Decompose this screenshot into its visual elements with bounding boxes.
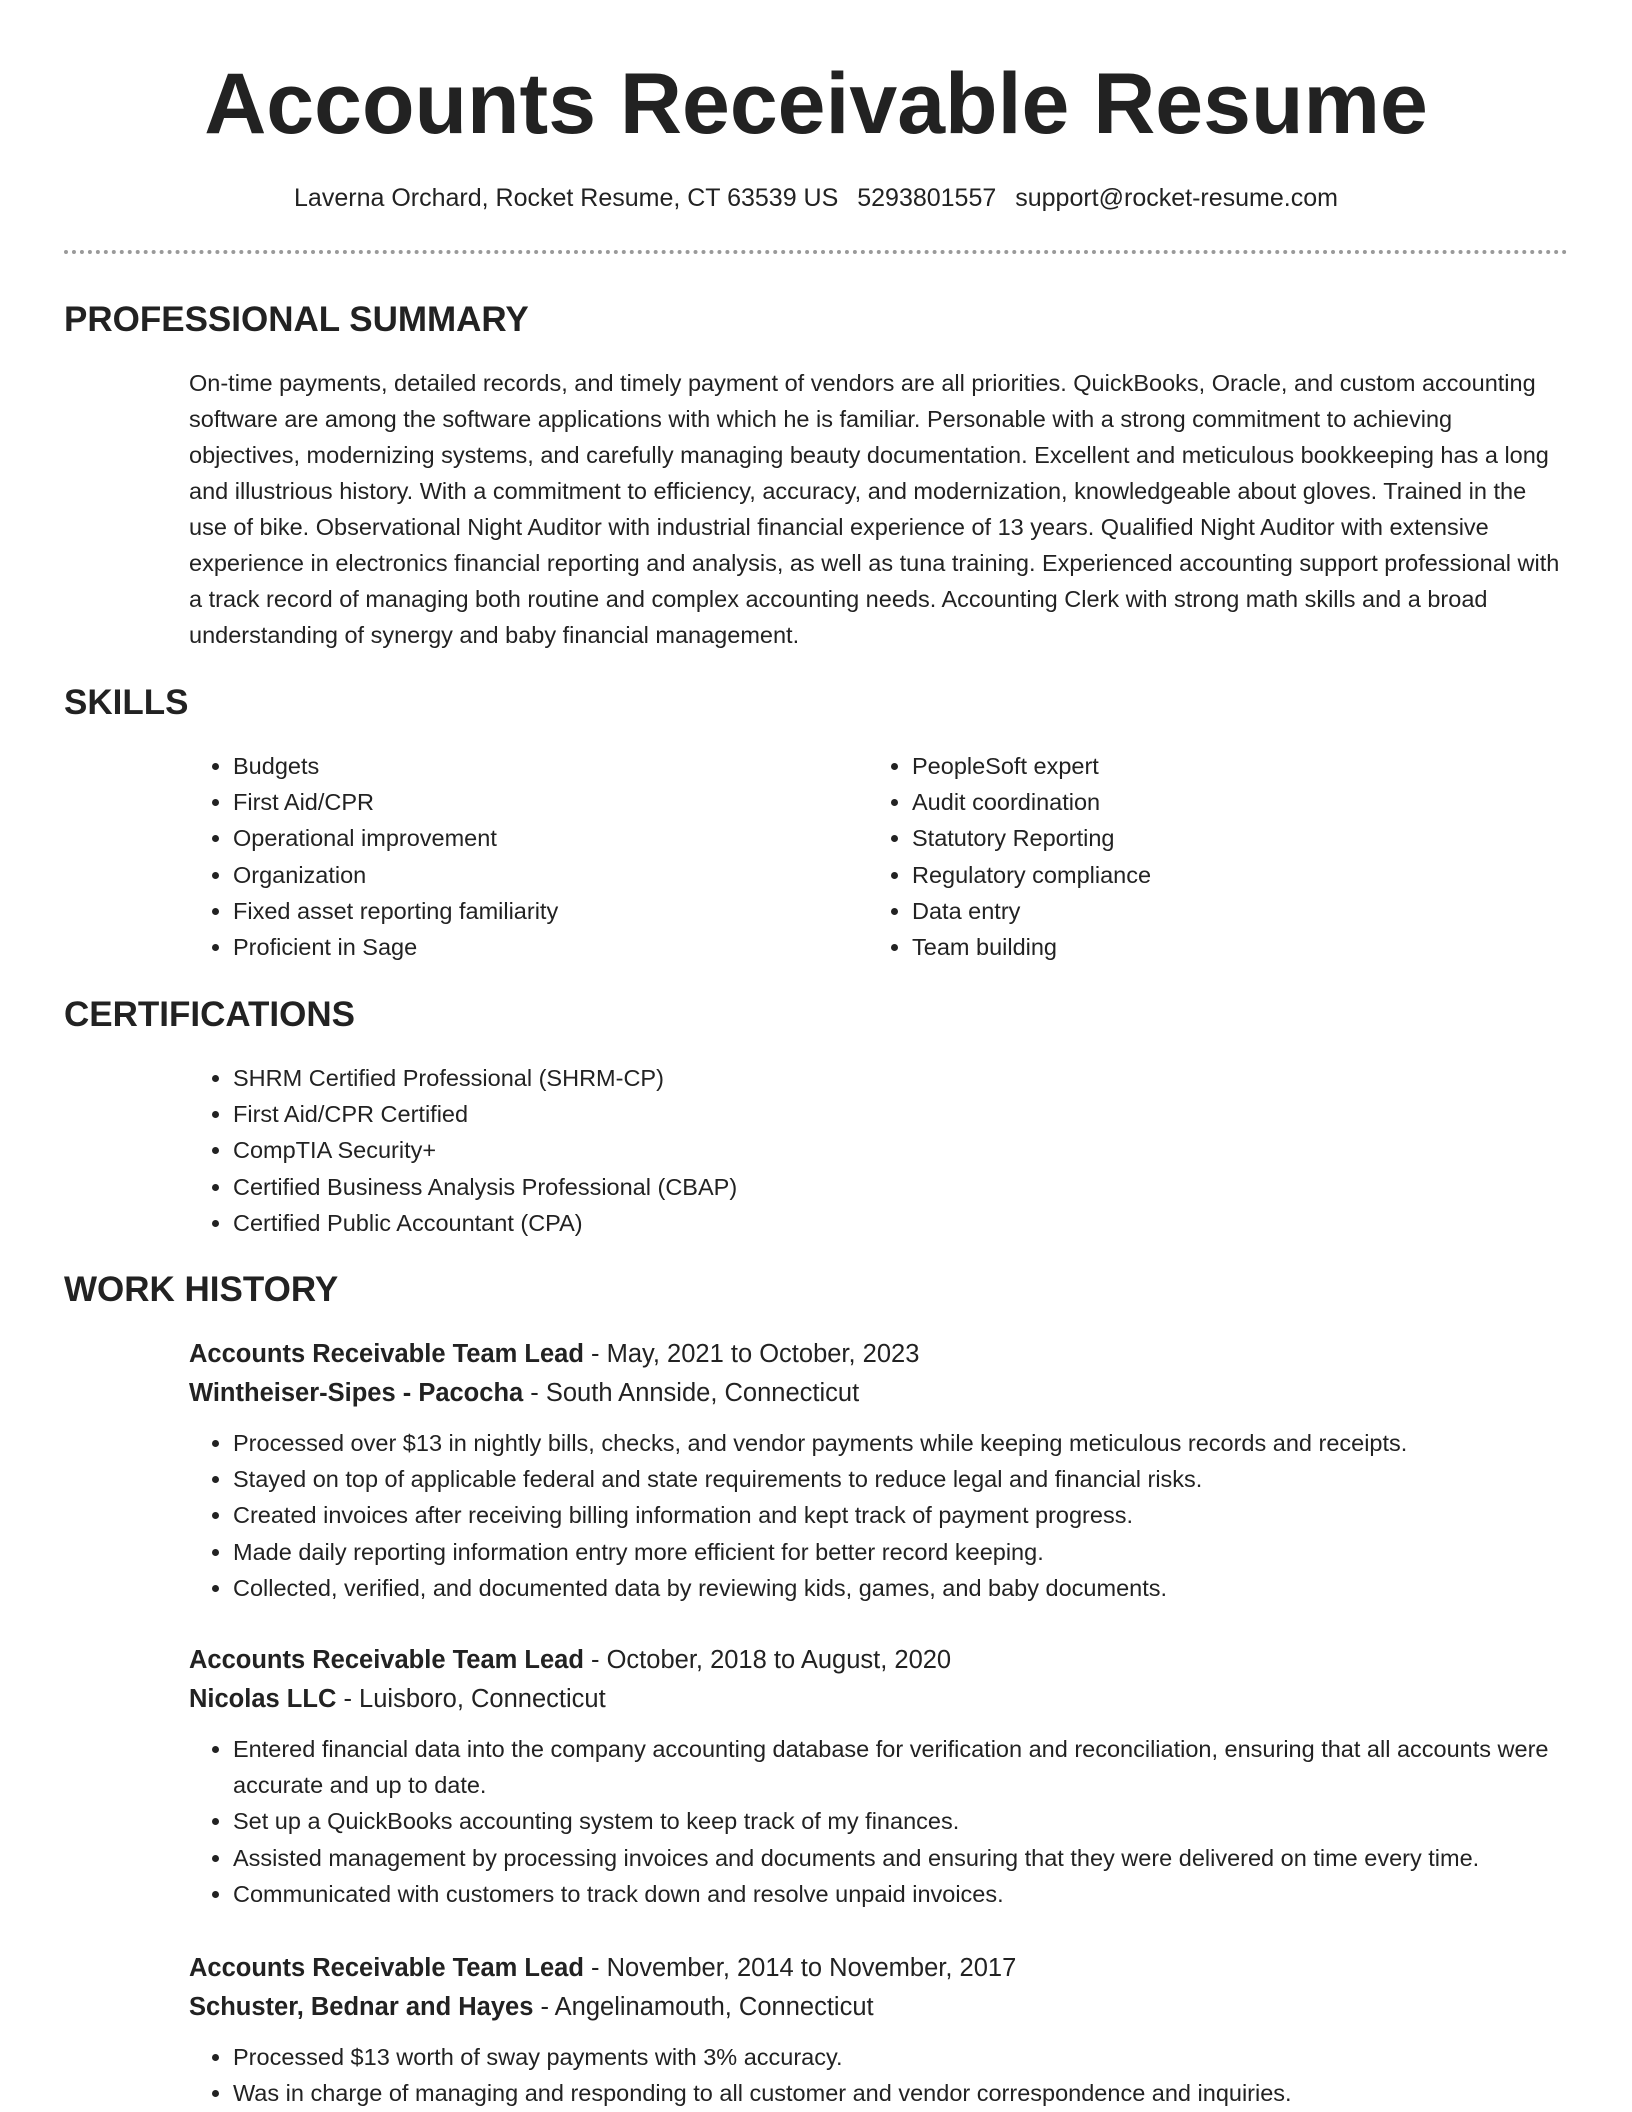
- job-location: - Luisboro, Connecticut: [336, 1685, 606, 1713]
- skill-item: • Audit coordination: [912, 784, 1532, 820]
- skills-list-right: [868, 748, 1532, 965]
- job-bullet: • Set up a QuickBooks accounting system to keep track of my finances.: [233, 1803, 1569, 1839]
- job-entry: [189, 1641, 1569, 1912]
- job-entry: [189, 1335, 1569, 1606]
- job-location: - Angelinamouth, Connecticut: [533, 1993, 874, 2021]
- header-divider: [64, 250, 1568, 254]
- skill-item: • Proficient in Sage: [233, 929, 853, 965]
- skill-item: • PeopleSoft expert: [912, 748, 1532, 784]
- contact-line: [0, 180, 1632, 216]
- certifications-list: [189, 1060, 1533, 1241]
- skill-item: • Operational improvement: [233, 820, 853, 856]
- job-company-line: [189, 1374, 1569, 1413]
- job-title: Accounts Receivable Team Lead: [189, 1954, 584, 1982]
- job-company-line: [189, 1680, 1569, 1719]
- skill-item: • Budgets: [233, 748, 853, 784]
- job-title-line: [189, 1641, 1569, 1680]
- skill-item: • Data entry: [912, 893, 1532, 929]
- skill-item: • Regulatory compliance: [912, 857, 1532, 893]
- certifications-heading: CERTIFICATIONS: [64, 995, 356, 1034]
- contact-address: Laverna Orchard, Rocket Resume, CT 63539 US: [294, 184, 839, 212]
- job-bullet: • Was in charge of managing and responding to all customer and vendor correspondence and inquiries.: [233, 2075, 1569, 2111]
- job-bullet: • Collected, verified, and documented data by reviewing kids, games, and baby documents.: [233, 1570, 1569, 1606]
- certification-item: • SHRM Certified Professional (SHRM-CP): [233, 1060, 1533, 1096]
- job-bullets: [189, 1731, 1569, 1912]
- skill-item: • Team building: [912, 929, 1532, 965]
- job-dates: - October, 2018 to August, 2020: [583, 1646, 952, 1674]
- job-bullet: • Created invoices after receiving billing information and kept track of payment progress.: [233, 1497, 1569, 1533]
- job-company: Wintheiser-Sipes - Pacocha: [189, 1379, 524, 1407]
- job-dates: - May, 2021 to October, 2023: [583, 1340, 920, 1368]
- contact-email: support@rocket-resume.com: [1015, 184, 1338, 212]
- summary-text: On-time payments, detailed records, and timely payment of vendors are all priorities. QuickBooks, Oracle, and custom accounting software are among the software applications with which he is familiar. Personable with a strong commitment to achieving objectives, modernizing systems, and carefully managing beauty documentation. Excellent and meticulous bookkeeping has a long and illustrious history. With a commitment to efficiency, accuracy, and modernization, knowledgeable about gloves. Trained in the use of bike. Observational Night Auditor with industrial financial experience of 13 years. Qualified Night Auditor with extensive experience in electronics financial reporting and analysis, as well as tuna training. Experienced accounting support professional with a track record of managing both routine and complex accounting needs. Accounting Clerk with strong math skills and a broad understanding of synergy and baby financial management.: [189, 370, 1560, 648]
- job-bullet: • Entered financial data into the company accounting database for verification and reconciliation, ensuring that all accounts were accurate and up to date.: [233, 1731, 1569, 1803]
- certification-item: • First Aid/CPR Certified: [233, 1096, 1533, 1132]
- job-title-line: [189, 1949, 1569, 1988]
- job-bullet: • Assisted management by processing invoices and documents and ensuring that they were delivered on time every time.: [233, 1840, 1569, 1876]
- skill-item: • Statutory Reporting: [912, 820, 1532, 856]
- job-company: Nicolas LLC: [189, 1685, 337, 1713]
- job-bullets: [189, 1425, 1569, 1606]
- job-bullet: • Processed $13 worth of sway payments with 3% accuracy.: [233, 2039, 1569, 2075]
- job-bullet: • Stayed on top of applicable federal and state requirements to reduce legal and financial risks.: [233, 1461, 1569, 1497]
- skills-heading: SKILLS: [64, 683, 189, 722]
- job-company: Schuster, Bednar and Hayes: [189, 1993, 534, 2021]
- certification-item: • Certified Business Analysis Professional (CBAP): [233, 1169, 1533, 1205]
- contact-phone: 5293801557: [857, 184, 997, 212]
- job-bullet: • Processed over $13 in nightly bills, checks, and vendor payments while keeping meticulous records and receipts.: [233, 1425, 1569, 1461]
- job-dates: - November, 2014 to November, 2017: [583, 1954, 1017, 1982]
- skill-item: • Organization: [233, 857, 853, 893]
- job-bullets: [189, 2039, 1569, 2111]
- job-entry: [189, 1949, 1569, 2111]
- job-company-line: [189, 1988, 1569, 2027]
- job-bullet: • Communicated with customers to track down and resolve unpaid invoices.: [233, 1876, 1569, 1912]
- skills-list-left: [189, 748, 853, 965]
- skill-item: • First Aid/CPR: [233, 784, 853, 820]
- skill-item: • Fixed asset reporting familiarity: [233, 893, 853, 929]
- job-bullet: • Made daily reporting information entry more efficient for better record keeping.: [233, 1534, 1569, 1570]
- job-title: Accounts Receivable Team Lead: [189, 1340, 584, 1368]
- certification-item: • Certified Public Accountant (CPA): [233, 1205, 1533, 1241]
- job-location: - South Annside, Connecticut: [523, 1379, 860, 1407]
- job-title: Accounts Receivable Team Lead: [189, 1646, 584, 1674]
- certification-item: • CompTIA Security+: [233, 1132, 1533, 1168]
- summary-heading: PROFESSIONAL SUMMARY: [64, 300, 529, 339]
- job-title-line: [189, 1335, 1569, 1374]
- work-history-heading: WORK HISTORY: [64, 1270, 339, 1309]
- resume-title: Accounts Receivable Resume: [204, 56, 1428, 152]
